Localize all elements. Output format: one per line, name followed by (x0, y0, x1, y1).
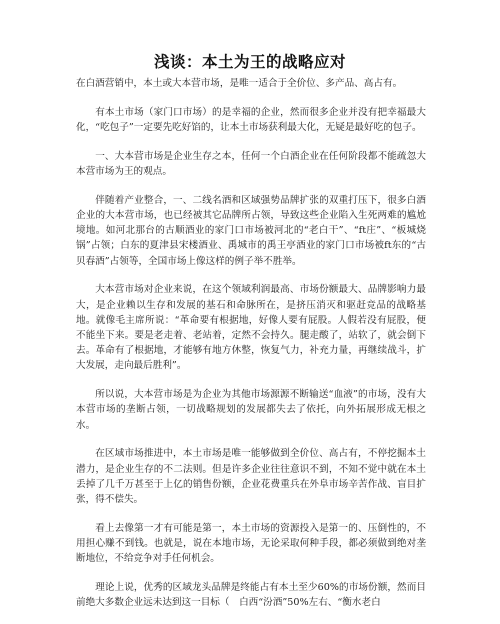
paragraph: 大本营市场对企业来说，在这个领域利润最高、市场份额最大、品牌影响力最大，是企业赖以生存和发展的基石和命脉所在，是挤压消灭和驱赶竞品的战略基地。就像毛主席所说：“革命要有根据地，好像人要有屁股。人假若没有屁股，便不能坐下来。要是老走着、老站着，定然不会持久。腿走酸了，站软了，就会倒下去。革命有了根据地，才能够有地方休整，恢复气力，补充力量，再继续战斗，扩大发展，走向最后胜利”。 (76, 284, 426, 372)
paragraph: 理论上说，优秀的区域龙头品牌是终能占有本土至少60%的市场份额，然而目前绝大多数企业远未达到这一目标（ 白西“汾酒”50%左右、“衡水老白 (76, 582, 426, 609)
paragraph: 一、大本营市场是企业生存之本，任何一个白酒企业在任何阶段都不能疏忽大本营市场为王的观点。 (76, 150, 426, 177)
document-title: 浅谈：本土为王的战略应对 (153, 52, 346, 71)
paragraph: 所以说，大本营市场是为企业为其他市场源源不断输送“血液”的市场，没有大本营市场的垄断占领，一切战略规划的发展都失去了依托，向外拓展形成无根之水。 (76, 389, 426, 431)
paragraph: 看上去像第一才有可能是第一，本土市场的资源投入是第一的、压倒性的，不用担心赚不到钱。也就是，说在本地市场，无论采取何种手段，都必须做到绝对垄断地位，不给竞争对手任何机会。 (76, 522, 426, 565)
paragraph-intro: 在白酒营销中，本土或大本营市场，是唯一适合于全价位、多产品、高占有。 (76, 78, 403, 89)
paragraph: 有本土市场（家门口市场）的是幸福的企业，然而很多企业并没有把幸福最大化，“吃包子”一定要先吃好馅的，让本土市场获利最大化，无疑是最好吃的包子。 (76, 106, 426, 133)
paragraph: 在区域市场推进中，本土市场是唯一能够做到全价位、高占有，不停挖掘本土潜力，是企业生存的不二法则。但是许多企业往往意识不到，不知不觉中就在本土丢掉了几千万甚至于上亿的销售份额，企业花费重兵在外阜市场辛苦作战、盲目扩张，得不偿失。 (76, 448, 426, 506)
document-body (76, 76, 426, 624)
paragraph: 伴随着产业整合，一、二线名酒和区域强势品牌扩张的双重打压下，很多白酒企业的大本营市场，也已经被其它品牌所占领，导致这些企业陷入生死两难的尴尬境地。如河北那台的古顺酒业的家门口市场被河北的“老白干”、“ft庄”、“板城烧锅”占领；白东的夏津县宋楼酒业、禹城市的禹王亭酒业的家门口市场被ft东的“古贝春酒”占领等，全国市场上像这样的例子举不胜举。 (76, 194, 426, 267)
